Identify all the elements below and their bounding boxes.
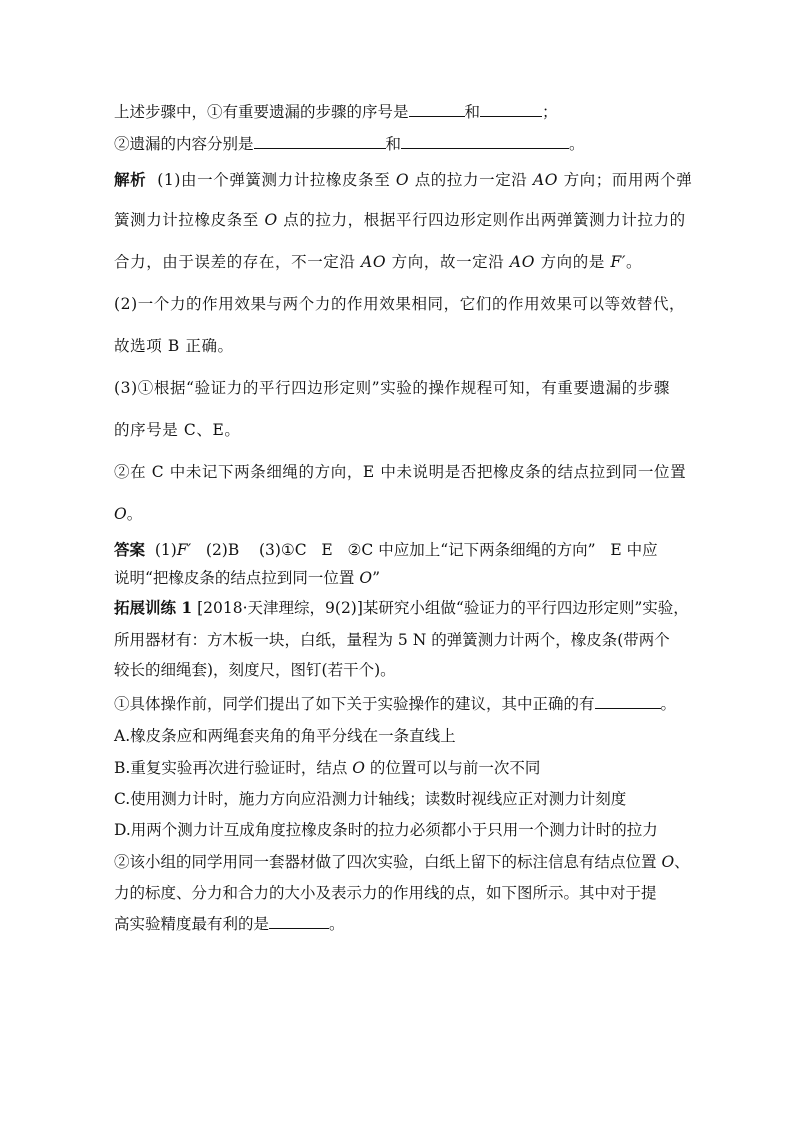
exercise-question-1 — [114, 694, 676, 714]
text: 。 — [329, 915, 345, 933]
answer-label: 答案 — [114, 540, 146, 559]
question-line-2 — [114, 134, 585, 154]
answer-line-2 — [114, 568, 380, 588]
text: B.重复实验再次进行验证时，结点 — [114, 759, 353, 777]
exercise-question-2-line-3 — [114, 914, 345, 934]
exercise-line-1 — [114, 598, 689, 618]
point-o: O — [359, 569, 373, 587]
text: ②遗漏的内容分别是 — [114, 135, 254, 153]
line-ao: AO — [532, 171, 559, 189]
text: ； — [542, 103, 558, 121]
analysis-line-2 — [114, 210, 686, 230]
text: 簧测力计拉橡皮条至 — [114, 211, 265, 229]
answer-blank[interactable] — [480, 102, 542, 117]
exercise-line-3: 较长的细绳套)，刻度尺，图钉(若干个)。 — [114, 661, 396, 679]
text: 说明“把橡皮条的结点拉到同一位置 — [114, 569, 360, 587]
exercise-question-2-line-2: 力的标度、分力和合力的大小及表示力的作用线的点，如下图所示。其中对于提 — [114, 884, 657, 902]
answer-blank[interactable] — [269, 914, 329, 929]
text: 点的拉力一定沿 — [409, 171, 533, 189]
text: 、 — [674, 853, 690, 871]
text: 点的拉力，根据平行四边形定则作出两弹簧测力计拉力的 — [277, 211, 686, 229]
analysis-line-5: 故选项 B 正确。 — [114, 337, 234, 355]
text: 上述步骤中，①有重要遗漏的步骤的序号是 — [114, 103, 409, 121]
answer-line-1 — [114, 540, 658, 560]
point-o: O — [352, 759, 365, 777]
text: 方向的是 — [535, 253, 611, 271]
text: ①具体操作前，同学们提出了如下关于实验操作的建议，其中正确的有 — [114, 695, 595, 713]
analysis-line-3 — [114, 252, 642, 272]
text: 方向；而用两个弹 — [558, 171, 693, 189]
text: ” — [372, 569, 381, 587]
analysis-line-1 — [114, 170, 692, 190]
analysis-line-8: ②在 C 中未记下两条细绳的方向，E 中未说明是否把橡皮条的结点拉到同一位置 — [114, 463, 687, 481]
text: 合力，由于误差的存在，不一定沿 — [114, 253, 362, 271]
text: (2)B (3)①C E ②C 中应加上“记下两条细绳的方向” E 中应 — [191, 541, 658, 559]
answer-blank[interactable] — [401, 134, 569, 149]
option-b — [114, 758, 540, 778]
text: ②该小组的同学用同一套器材做了四次实验，白纸上留下的标注信息有结点位置 — [114, 853, 662, 871]
answer-blank[interactable] — [595, 694, 661, 709]
point-o: O — [264, 211, 278, 229]
exercise-line-2: 所用器材有：方木板一块，白纸，量程为 5 N 的弹簧测力计两个，橡皮条(带两个 — [114, 631, 670, 649]
text: 高实验精度最有利的是 — [114, 915, 270, 933]
line-ao: AO — [509, 253, 536, 271]
answer-blank[interactable] — [409, 102, 465, 117]
text: 。 — [126, 505, 143, 523]
question-line-1 — [114, 102, 558, 122]
analysis-line-9 — [114, 504, 142, 524]
option-d: D.用两个测力计互成角度拉橡皮条时的拉力必须都小于只用一个测力计时的拉力 — [114, 821, 658, 839]
text: 。 — [569, 135, 585, 153]
option-c: C.使用测力计时，施力方向应沿测力计轴线；读数时视线应正对测力计刻度 — [114, 790, 627, 808]
analysis-line-4: (2)一个力的作用效果与两个力的作用效果相同，它们的作用效果可以等效替代， — [114, 295, 686, 313]
text: 和 — [464, 103, 481, 121]
analysis-line-6: (3)①根据“验证力的平行四边形定则”实验的操作规程可知，有重要遗漏的步骤 — [114, 379, 671, 397]
analysis-line-7: 的序号是 C、E。 — [114, 421, 241, 439]
point-o: O — [661, 853, 675, 871]
exercise-label: 拓展训练 1 — [114, 598, 193, 617]
option-a: A.橡皮条应和两绳套夹角的角平分线在一条直线上 — [114, 727, 456, 745]
line-ao: AO — [361, 253, 387, 271]
answer-blank[interactable] — [254, 134, 386, 149]
point-o: O — [395, 171, 410, 189]
exercise-question-2-line-1 — [114, 852, 690, 872]
text: 。 — [660, 695, 677, 713]
text: 的位置可以与前一次不同 — [364, 759, 541, 777]
text: (1)由一个弹簧测力计拉橡皮条至 — [157, 171, 396, 189]
force-f-prime: F′ — [176, 541, 192, 559]
point-o: O — [114, 505, 127, 523]
text: (1) — [145, 541, 177, 559]
text: 。 — [625, 253, 643, 271]
text: 方向，故一定沿 — [386, 253, 510, 271]
force-f-prime: F′ — [610, 253, 626, 271]
analysis-label: 解析 — [114, 170, 147, 189]
text: [2018·天津理综，9(2)]某研究小组做“验证力的平行四边形定则”实验， — [192, 599, 689, 617]
text: 和 — [385, 135, 402, 153]
